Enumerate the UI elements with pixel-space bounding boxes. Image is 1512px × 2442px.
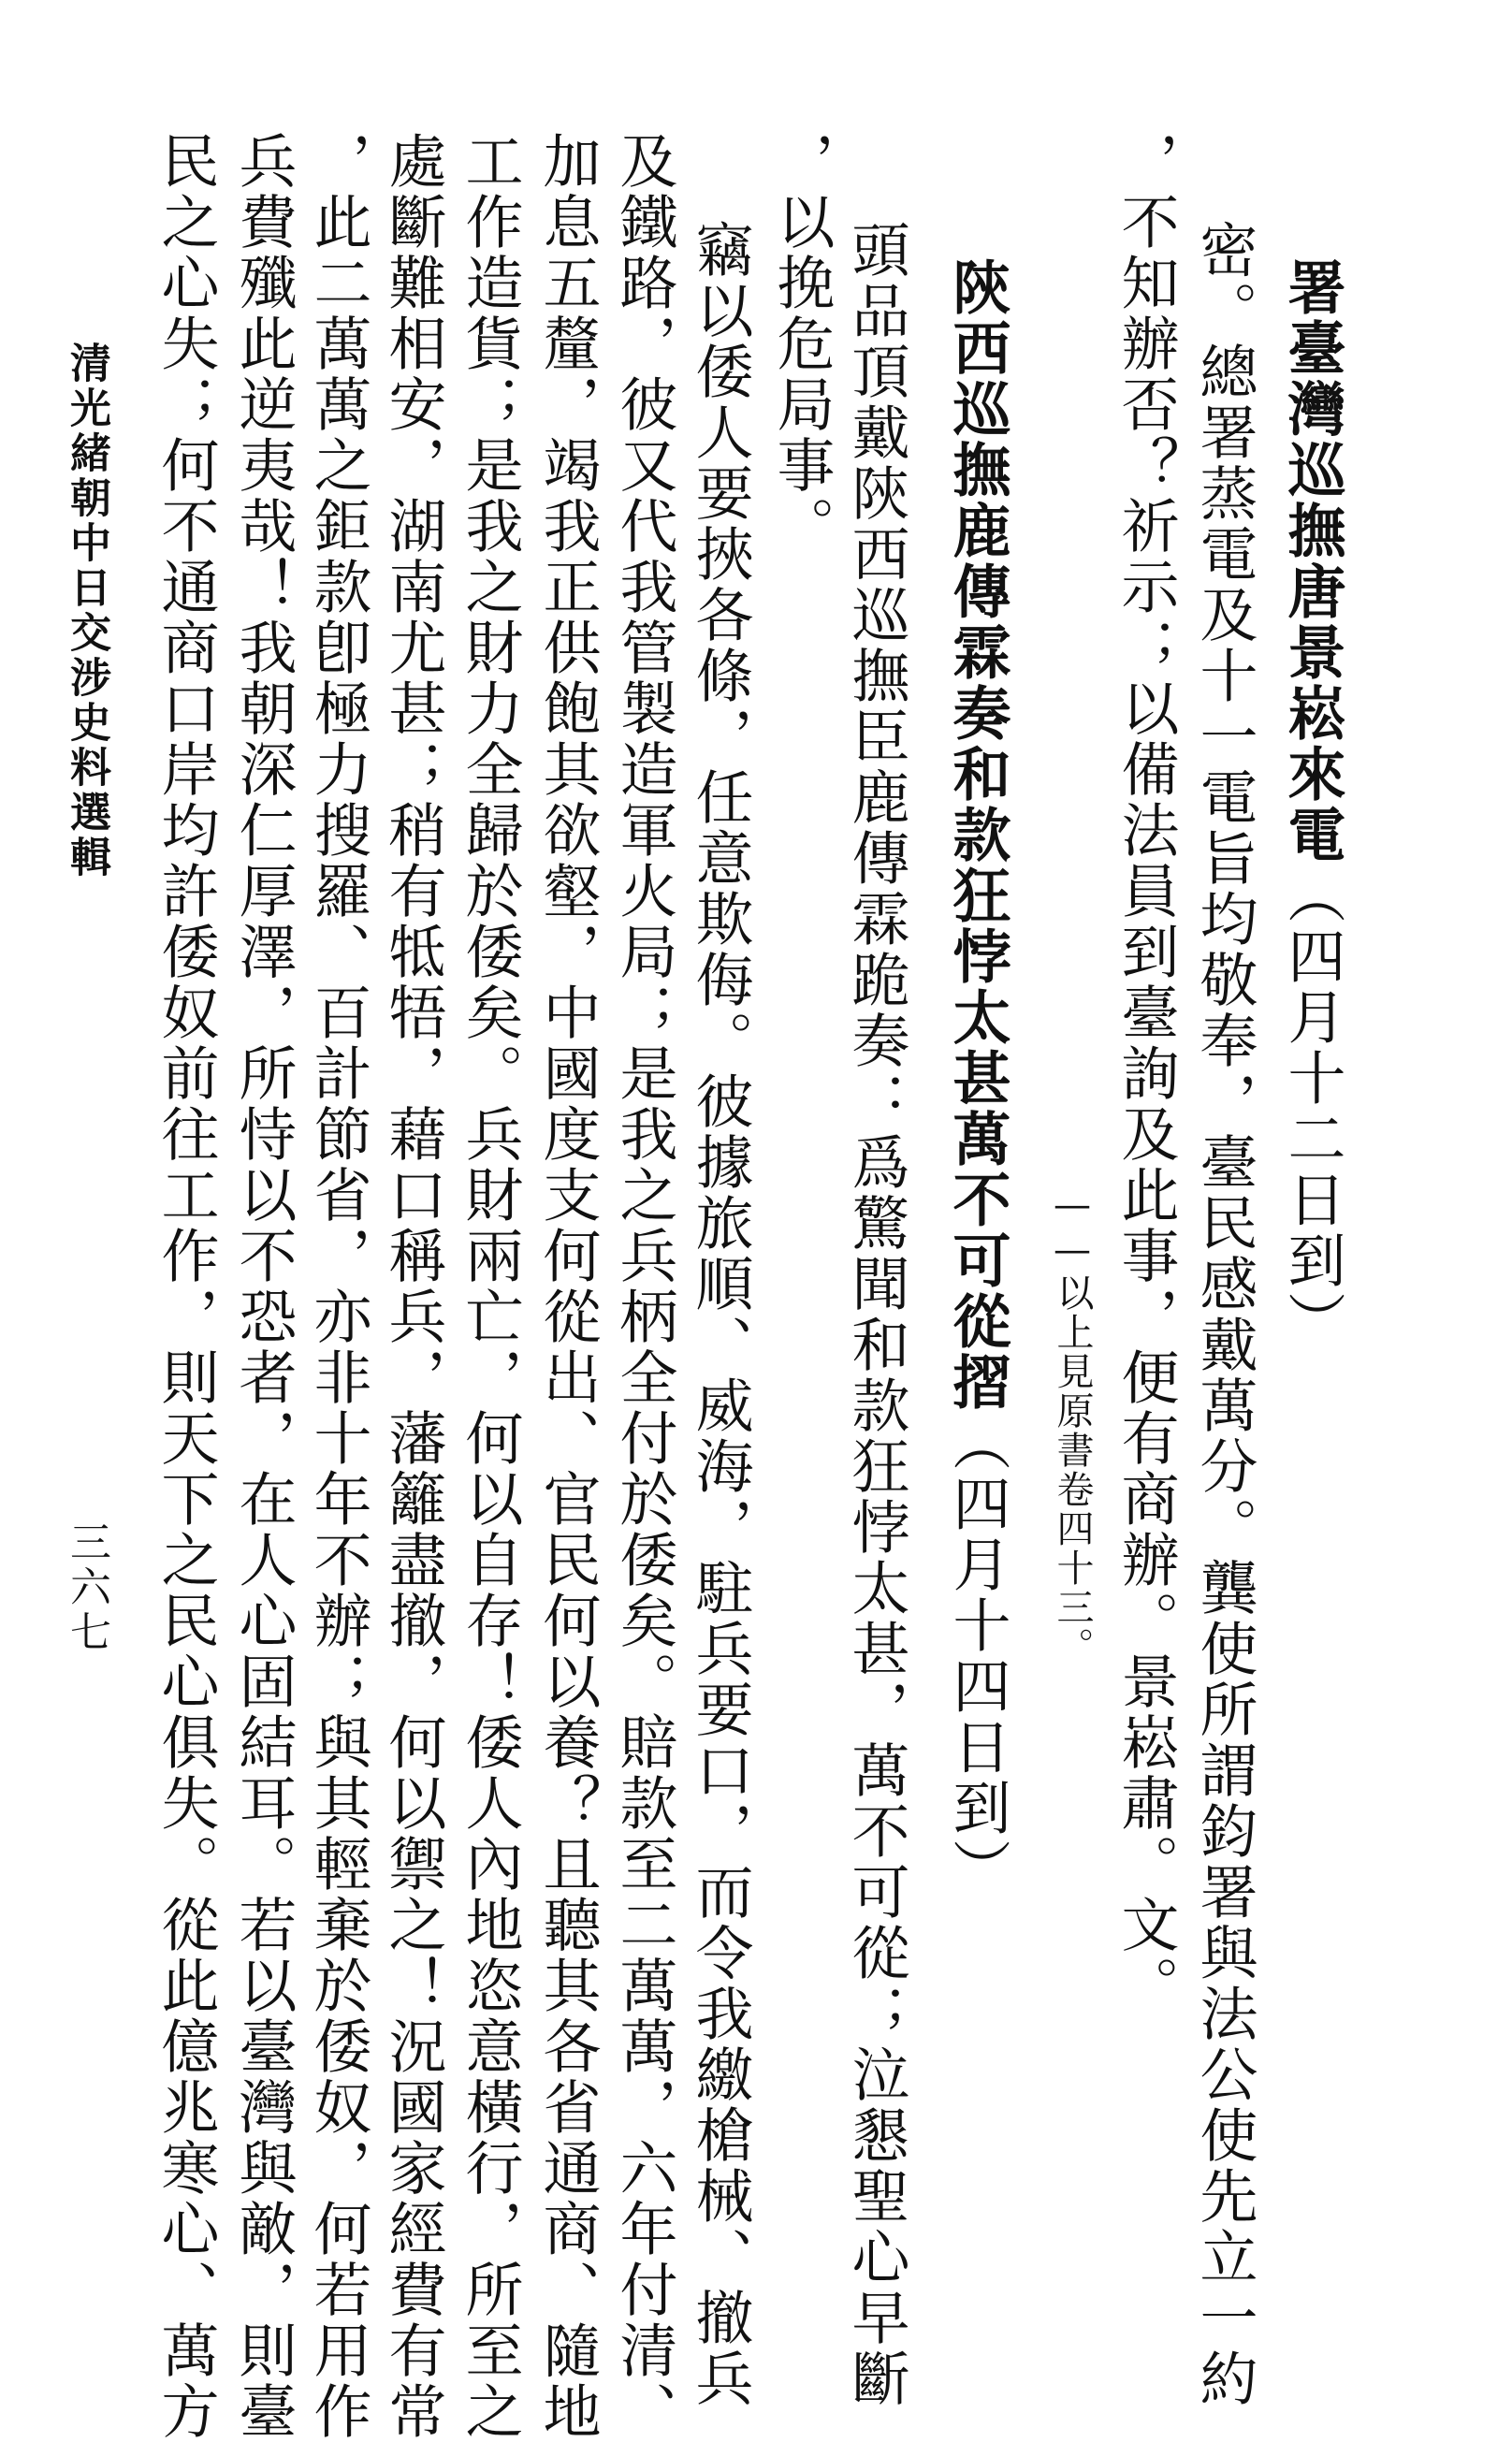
page-number: 三六七 [63,1520,110,1655]
section2-date: （四月十四日到） [943,1413,1011,1899]
section2-line-9: 兵費殲此逆夷哉！我朝深仁厚澤，所恃以不恐者，在人心固結耳。若以臺灣與敵，則臺 [229,131,298,2442]
section2-line-1: 頭品頂戴陝西巡撫臣鹿傳霖跪奏：爲驚聞和款狂悖太甚，萬不可從；泣懇聖心早斷 [842,220,910,2409]
section2-title: 陝西巡撫鹿傳霖奏和款狂悖太甚萬不可從摺 [943,257,1011,1413]
section1-source-note: ——以上見原書卷四十三。 [1051,1184,1094,1666]
section1-title: 署臺灣巡撫唐景崧來電 [1278,257,1346,865]
section2-line-3: 竊以倭人要挾各條，任意欺侮。彼據旅順、威海，駐兵要口，而令我繳槍械、撤兵 [686,220,754,2409]
section2-line-6: 工作造貨；是我之財力全歸於倭矣。兵財兩亡，何以自存！倭人內地恣意橫行，所至之 [456,131,524,2442]
book-title: 清光緒朝中日交涉史料選輯 [63,342,110,880]
section2-line-7: 處斷難相安，湖南尤甚；稍有牴牾，藉口稱兵，藩籬盡撤，何以禦之！況國家經費有常 [379,131,447,2442]
section2-line-10: 民之心失；何不通商口岸均許倭奴前往工作，則天下之民心俱失。從此億兆寒心、萬方 [152,131,220,2442]
section1-date: （四月十二日到） [1278,865,1346,1352]
section2-line-2: ，以挽危局事。 [767,131,836,557]
section2-line-8: ，此二萬萬之鉅款卽極力搜羅、百計節省，亦非十年不辦；與其輕棄於倭奴，何若用作 [304,131,372,2442]
section2-line-4: 及鐵路，彼又代我管製造軍火局；是我之兵柄全付於倭矣。賠款至二萬萬，六年付清、 [610,131,678,2442]
section2-heading [943,257,1011,1899]
section1-heading [1278,257,1346,1352]
section1-line-1: 密。總署蒸電及十一電旨均敬奉，臺民感戴萬分。龔使所謂鈞署與法公使先立一約 [1190,220,1258,2409]
section1-line-2: ，不知辦否？祈示；以備法員到臺詢及此事，便有商辦。景崧肅。文。 [1112,131,1180,2016]
section2-line-5: 加息五釐，竭我正供飽其欲壑，中國度支何從出、官民何以養？且聽其各省通商、隨地 [533,131,602,2442]
